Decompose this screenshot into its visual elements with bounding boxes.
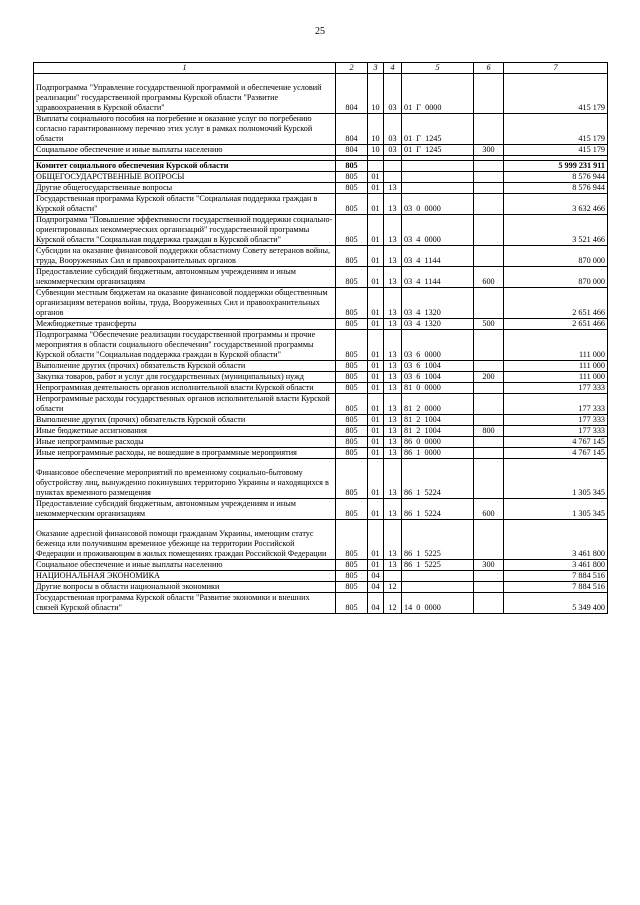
row-subsection: 03 <box>384 145 402 156</box>
row-subsection <box>384 571 402 582</box>
table-row <box>34 426 608 437</box>
row-amount: 7 884 516 <box>504 582 608 593</box>
row-subsection: 13 <box>384 499 402 520</box>
row-ministry-code: 805 <box>336 383 368 394</box>
header-col-6: 6 <box>474 63 504 74</box>
row-amount: 5 349 400 <box>504 593 608 614</box>
table-body <box>34 74 608 614</box>
row-target-item <box>402 582 474 593</box>
table-row <box>34 114 608 145</box>
row-subsection: 13 <box>384 361 402 372</box>
row-target-item: 03 4 1144 <box>402 267 474 288</box>
row-name: Выполнение других (прочих) обязательств Курской области <box>34 415 336 426</box>
header-col-1: 1 <box>34 63 336 74</box>
row-expense-type <box>474 161 504 172</box>
row-name: Предоставление субсидий бюджетным, автономным учреждениям и иным некоммерческим организациям <box>34 267 336 288</box>
row-section: 01 <box>368 448 384 459</box>
row-target-item: 81 2 0000 <box>402 394 474 415</box>
header-col-2: 2 <box>336 63 368 74</box>
row-section: 01 <box>368 372 384 383</box>
row-amount: 2 651 466 <box>504 319 608 330</box>
row-section: 10 <box>368 145 384 156</box>
row-target-item: 03 4 1320 <box>402 288 474 319</box>
row-section: 01 <box>368 215 384 246</box>
row-ministry-code: 805 <box>336 582 368 593</box>
row-expense-type <box>474 415 504 426</box>
row-section: 01 <box>368 246 384 267</box>
row-name: Выполнение других (прочих) обязательств Курской области <box>34 361 336 372</box>
row-section: 01 <box>368 172 384 183</box>
row-target-item: 86 1 5224 <box>402 459 474 499</box>
row-amount: 4 767 145 <box>504 448 608 459</box>
row-ministry-code: 805 <box>336 319 368 330</box>
table-row <box>34 459 608 499</box>
row-ministry-code: 805 <box>336 161 368 172</box>
row-name: Иные непрограммные расходы <box>34 437 336 448</box>
row-name: Подпрограмма "Повышение эффективности государственной поддержки социально-ориентированных некоммерческих организаций" государственной программы Курской области "Социальная поддержка граждан в Курской области" <box>34 215 336 246</box>
row-amount: 870 000 <box>504 267 608 288</box>
table-row <box>34 593 608 614</box>
row-ministry-code: 805 <box>336 520 368 560</box>
table-row <box>34 383 608 394</box>
row-target-item: 01 Г 0000 <box>402 74 474 114</box>
row-name: Иные непрограммные расходы, не вошедшие в программные мероприятия <box>34 448 336 459</box>
row-expense-type <box>474 448 504 459</box>
row-subsection <box>384 161 402 172</box>
row-amount: 111 000 <box>504 361 608 372</box>
row-expense-type <box>474 571 504 582</box>
row-name: Выплаты социального пособия на погребение и оказание услуг по погребению согласно гарантированному перечню этих услуг в рамках полномочий Курской области <box>34 114 336 145</box>
row-amount: 3 632 466 <box>504 194 608 215</box>
row-subsection: 13 <box>384 520 402 560</box>
row-ministry-code: 805 <box>336 372 368 383</box>
row-name: Другие вопросы в области национальной экономики <box>34 582 336 593</box>
row-target-item: 86 1 5224 <box>402 499 474 520</box>
row-subsection: 03 <box>384 114 402 145</box>
row-expense-type: 200 <box>474 372 504 383</box>
row-section: 01 <box>368 183 384 194</box>
row-name: Государственная программа Курской области "Развитие экономики и внешних связей Курской области" <box>34 593 336 614</box>
row-expense-type <box>474 172 504 183</box>
row-ministry-code: 805 <box>336 415 368 426</box>
table-row <box>34 560 608 571</box>
row-name: Финансовое обеспечение мероприятий по временному социально-бытовому обустройству лиц, вынужденно покинувших территорию Украины и находящихся в пунктах временного размещения <box>34 459 336 499</box>
row-expense-type: 600 <box>474 499 504 520</box>
row-ministry-code: 804 <box>336 145 368 156</box>
row-name: Комитет социального обеспечения Курской области <box>34 161 336 172</box>
row-ministry-code: 805 <box>336 267 368 288</box>
row-subsection: 13 <box>384 319 402 330</box>
row-subsection: 13 <box>384 415 402 426</box>
row-subsection: 13 <box>384 330 402 361</box>
row-amount: 8 576 944 <box>504 172 608 183</box>
row-ministry-code: 805 <box>336 499 368 520</box>
row-subsection: 13 <box>384 267 402 288</box>
row-amount: 8 576 944 <box>504 183 608 194</box>
row-subsection: 13 <box>384 560 402 571</box>
row-section: 04 <box>368 582 384 593</box>
row-ministry-code: 805 <box>336 246 368 267</box>
row-expense-type: 500 <box>474 319 504 330</box>
row-subsection: 13 <box>384 383 402 394</box>
row-name: Субсидии на оказание финансовой поддержки областному Совету ветеранов войны, труда, Вооруженных Сил и правоохранительных органов <box>34 246 336 267</box>
row-name: Подпрограмма "Обеспечение реализации государственной программы и прочие мероприятия в области социального обеспечения" государственной программы Курской области "Социальная поддержка граждан в Курской области" <box>34 330 336 361</box>
row-target-item: 03 4 1144 <box>402 246 474 267</box>
table-row <box>34 172 608 183</box>
row-target-item: 03 0 0000 <box>402 194 474 215</box>
row-target-item: 03 6 1004 <box>402 372 474 383</box>
row-ministry-code: 805 <box>336 183 368 194</box>
row-section: 10 <box>368 74 384 114</box>
row-target-item <box>402 161 474 172</box>
row-expense-type <box>474 74 504 114</box>
table-row <box>34 372 608 383</box>
header-col-4: 4 <box>384 63 402 74</box>
row-amount: 177 333 <box>504 426 608 437</box>
row-ministry-code: 804 <box>336 114 368 145</box>
row-ministry-code: 804 <box>336 74 368 114</box>
row-section: 04 <box>368 593 384 614</box>
row-target-item: 01 Г 1245 <box>402 145 474 156</box>
row-target-item <box>402 183 474 194</box>
table-row <box>34 145 608 156</box>
row-section: 01 <box>368 560 384 571</box>
row-section: 10 <box>368 114 384 145</box>
row-expense-type <box>474 183 504 194</box>
row-name: Предоставление субсидий бюджетным, автономным учреждениям и иным некоммерческим организациям <box>34 499 336 520</box>
row-target-item: 86 1 5225 <box>402 560 474 571</box>
row-target-item: 86 0 0000 <box>402 437 474 448</box>
row-expense-type <box>474 361 504 372</box>
table-row <box>34 520 608 560</box>
row-expense-type <box>474 114 504 145</box>
row-amount: 4 767 145 <box>504 437 608 448</box>
row-section: 01 <box>368 361 384 372</box>
row-ministry-code: 805 <box>336 288 368 319</box>
row-target-item: 01 Г 1245 <box>402 114 474 145</box>
row-name: Социальное обеспечение и иные выплаты населению <box>34 145 336 156</box>
row-subsection: 13 <box>384 183 402 194</box>
row-target-item: 81 0 0000 <box>402 383 474 394</box>
row-name: Непрограммная деятельность органов исполнительной власти Курской области <box>34 383 336 394</box>
row-subsection: 13 <box>384 288 402 319</box>
row-amount: 2 651 466 <box>504 288 608 319</box>
row-section: 01 <box>368 194 384 215</box>
table-row <box>34 582 608 593</box>
table-row <box>34 437 608 448</box>
row-target-item: 86 1 5225 <box>402 520 474 560</box>
row-ministry-code: 805 <box>336 330 368 361</box>
row-name: ОБЩЕГОСУДАРСТВЕННЫЕ ВОПРОСЫ <box>34 172 336 183</box>
row-section: 01 <box>368 459 384 499</box>
row-amount: 111 000 <box>504 372 608 383</box>
table-row <box>34 246 608 267</box>
row-section: 01 <box>368 415 384 426</box>
header-col-7: 7 <box>504 63 608 74</box>
table-row <box>34 74 608 114</box>
row-target-item: 03 6 0000 <box>402 330 474 361</box>
row-subsection: 12 <box>384 593 402 614</box>
row-ministry-code: 805 <box>336 448 368 459</box>
row-name: Субвенции местным бюджетам на оказание финансовой поддержки общественным организациям ветеранов войны, труда, Вооруженных Сил и правоохранительных органов <box>34 288 336 319</box>
row-amount: 3 461 800 <box>504 520 608 560</box>
row-section: 01 <box>368 426 384 437</box>
row-ministry-code: 805 <box>336 394 368 415</box>
row-expense-type <box>474 215 504 246</box>
row-target-item: 03 6 1004 <box>402 361 474 372</box>
row-expense-type <box>474 459 504 499</box>
row-section: 01 <box>368 267 384 288</box>
row-ministry-code: 805 <box>336 593 368 614</box>
row-amount: 1 305 345 <box>504 499 608 520</box>
row-name: Социальное обеспечение и иные выплаты населению <box>34 560 336 571</box>
row-target-item <box>402 571 474 582</box>
row-amount: 177 333 <box>504 383 608 394</box>
row-name: Межбюджетные трансферты <box>34 319 336 330</box>
row-name: Оказание адресной финансовой помощи гражданам Украины, имеющим статус беженца или получившим временное убежище на территории Российской Федерации и проживающим в жилых помещениях граждан Российской Федерации <box>34 520 336 560</box>
row-ministry-code: 805 <box>336 560 368 571</box>
table-header <box>34 63 608 74</box>
row-expense-type <box>474 246 504 267</box>
row-amount: 177 333 <box>504 394 608 415</box>
row-target-item <box>402 172 474 183</box>
row-section: 01 <box>368 437 384 448</box>
row-name: НАЦИОНАЛЬНАЯ ЭКОНОМИКА <box>34 571 336 582</box>
row-expense-type: 600 <box>474 267 504 288</box>
row-amount: 111 000 <box>504 330 608 361</box>
table-row <box>34 394 608 415</box>
table-row <box>34 415 608 426</box>
row-ministry-code: 805 <box>336 571 368 582</box>
header-col-3: 3 <box>368 63 384 74</box>
row-target-item: 03 4 1320 <box>402 319 474 330</box>
row-subsection: 13 <box>384 448 402 459</box>
row-subsection: 13 <box>384 246 402 267</box>
row-name: Непрограммные расходы государственных органов исполнительной власти Курской области <box>34 394 336 415</box>
row-ministry-code: 805 <box>336 459 368 499</box>
row-amount: 415 179 <box>504 145 608 156</box>
row-amount: 7 884 516 <box>504 571 608 582</box>
row-name: Подпрограмма "Управление государственной программой и обеспечение условий реализации" государственной программы Курской области "Развитие здравоохранения в Курской области" <box>34 74 336 114</box>
row-name: Закупка товаров, работ и услуг для государственных (муниципальных) нужд <box>34 372 336 383</box>
row-subsection: 03 <box>384 74 402 114</box>
header-col-5: 5 <box>402 63 474 74</box>
row-amount: 3 461 800 <box>504 560 608 571</box>
page-number: 25 <box>315 26 325 37</box>
row-section: 01 <box>368 383 384 394</box>
row-expense-type: 300 <box>474 145 504 156</box>
row-target-item: 81 2 1004 <box>402 415 474 426</box>
row-ministry-code: 805 <box>336 426 368 437</box>
table-row <box>34 215 608 246</box>
row-amount: 3 521 466 <box>504 215 608 246</box>
row-expense-type <box>474 593 504 614</box>
row-target-item: 86 1 0000 <box>402 448 474 459</box>
row-name: Иные бюджетные ассигнования <box>34 426 336 437</box>
row-subsection: 12 <box>384 582 402 593</box>
row-section: 01 <box>368 330 384 361</box>
row-subsection: 13 <box>384 194 402 215</box>
row-expense-type <box>474 394 504 415</box>
row-ministry-code: 805 <box>336 437 368 448</box>
row-amount: 1 305 345 <box>504 459 608 499</box>
row-subsection: 13 <box>384 459 402 499</box>
row-expense-type <box>474 194 504 215</box>
table-row <box>34 571 608 582</box>
row-section: 01 <box>368 499 384 520</box>
row-expense-type: 800 <box>474 426 504 437</box>
row-subsection: 13 <box>384 372 402 383</box>
row-amount: 415 179 <box>504 114 608 145</box>
row-section: 01 <box>368 319 384 330</box>
row-ministry-code: 805 <box>336 172 368 183</box>
row-ministry-code: 805 <box>336 361 368 372</box>
table-row <box>34 319 608 330</box>
row-subsection: 13 <box>384 426 402 437</box>
table-row <box>34 183 608 194</box>
row-section: 01 <box>368 288 384 319</box>
row-name: Другие общегосударственные вопросы <box>34 183 336 194</box>
row-name: Государственная программа Курской области "Социальная поддержка граждан в Курской области" <box>34 194 336 215</box>
table-row <box>34 194 608 215</box>
row-amount: 5 999 231 911 <box>504 161 608 172</box>
row-amount: 870 000 <box>504 246 608 267</box>
row-subsection: 13 <box>384 437 402 448</box>
row-expense-type <box>474 383 504 394</box>
row-target-item: 03 4 0000 <box>402 215 474 246</box>
row-expense-type <box>474 330 504 361</box>
table-row <box>34 161 608 172</box>
table-row <box>34 499 608 520</box>
row-section: 01 <box>368 520 384 560</box>
row-section: 04 <box>368 571 384 582</box>
row-ministry-code: 805 <box>336 215 368 246</box>
table-row <box>34 330 608 361</box>
row-expense-type: 300 <box>474 560 504 571</box>
row-expense-type <box>474 520 504 560</box>
table-row <box>34 288 608 319</box>
row-subsection: 13 <box>384 215 402 246</box>
row-amount: 177 333 <box>504 415 608 426</box>
row-section: 01 <box>368 394 384 415</box>
row-expense-type <box>474 582 504 593</box>
table-row <box>34 361 608 372</box>
row-expense-type <box>474 437 504 448</box>
row-amount: 415 179 <box>504 74 608 114</box>
budget-table <box>33 62 608 614</box>
row-target-item: 81 2 1004 <box>402 426 474 437</box>
table-row <box>34 448 608 459</box>
row-section <box>368 161 384 172</box>
table-row <box>34 267 608 288</box>
row-ministry-code: 805 <box>336 194 368 215</box>
row-subsection: 13 <box>384 394 402 415</box>
row-target-item: 14 0 0000 <box>402 593 474 614</box>
row-expense-type <box>474 288 504 319</box>
row-subsection <box>384 172 402 183</box>
